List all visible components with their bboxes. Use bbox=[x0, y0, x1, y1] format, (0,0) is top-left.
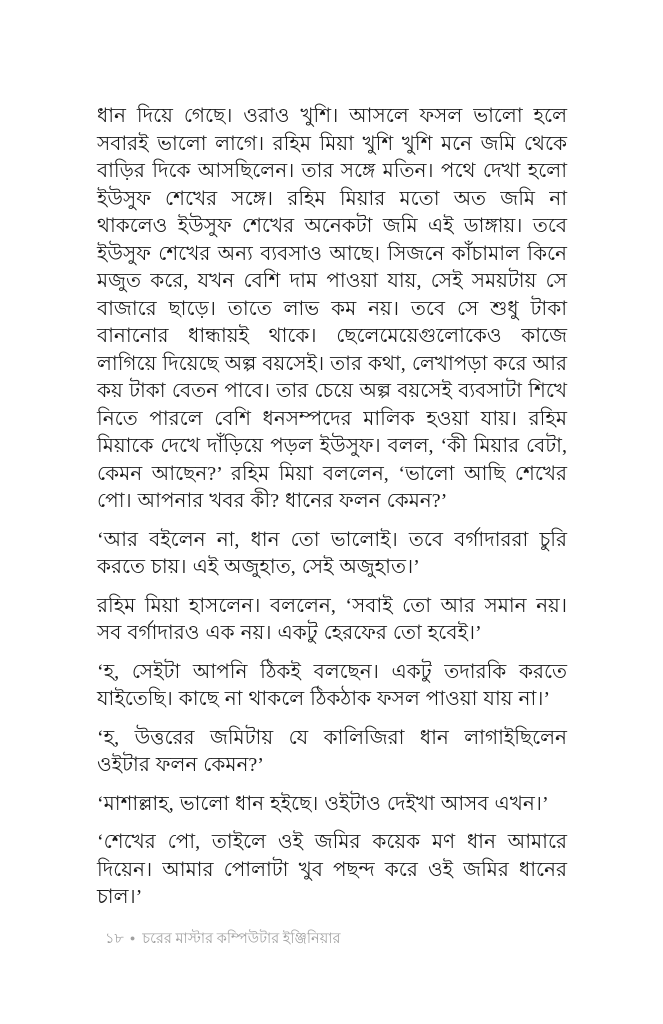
body-paragraph: ‘মাশাল্লাহ, ভালো ধান হইছে। ওইটাও দেইখা আসব এখন।’ bbox=[97, 792, 549, 815]
book-title: চরের মাস্টার কম্পিউটার ইঞ্জিনিয়ার bbox=[142, 931, 341, 947]
page-body-text bbox=[97, 103, 567, 923]
body-paragraph: রহিম মিয়া হাসলেন। বললেন, ‘সবাই তো আর সমান নয়। সব বর্গাদারও এক নয়। একটু হেরফের তো হবেই।’ bbox=[97, 594, 567, 644]
page-footer bbox=[105, 928, 340, 949]
body-paragraph: ‘শেখের পো, তাইলে ওই জমির কয়েক মণ ধান আমারে দিয়েন। আমার পোলাটা খুব পছন্দ করে ওই জমির ধানের চাল।’ bbox=[97, 831, 567, 908]
body-paragraph: ‘হ, সেইটা আপনি ঠিকই বলছেন। একটু তদারকি করতে যাইতেছি। কাছে না থাকলে ঠিকঠাক ফসল পাওয়া যায় না।’ bbox=[97, 660, 567, 710]
body-paragraph: ‘আর বইলেন না, ধান তো ভালোই। তবে বর্গাদাররা চুরি করতে চায়। এই অজুহাত, সেই অজুহাত।’ bbox=[97, 528, 567, 578]
page-number: ১৮ bbox=[105, 931, 124, 947]
body-paragraph: ‘হ, উত্তরের জমিটায় যে কালিজিরা ধান লাগাইছিলেন ওইটার ফলন কেমন?’ bbox=[97, 726, 567, 776]
bullet-separator-icon: ● bbox=[129, 933, 136, 943]
body-paragraph: ধান দিয়ে গেছে। ওরাও খুশি। আসলে ফসল ভালো হলে সবারই ভালো লাগে। রহিম মিয়া খুশি খুশি মনে জমি থেকে বাড়ির দিকে আসছিলেন। তার সঙ্গে মতিন। পথে দেখা হলো ইউসুফ শেখের সঙ্গে। রহিম মিয়ার মতো অত জমি না থাকলেও ইউসুফ শেখের অনেকটা জমি এই ডাঙ্গায়। তবে ইউসুফ শেখের অন্য ব্যবসাও আছে। সিজনে কাঁচামাল কিনে মজুত করে, যখন বেশি দাম পাওয়া যায়, সেই সময়টায় সে বাজারে ছাড়ে। তাতে লাভ কম নয়। তবে সে শুধু টাকা বানানোর ধান্ধায়ই থাকে। ছেলেমেয়েগুলোকেও কাজে লাগিয়ে দিয়েছে অল্প বয়সেই। তার কথা, লেখাপড়া করে আর কয় টাকা বেতন পাবে। তার চেয়ে অল্প বয়সেই ব্যবসাটা শিখে নিতে পারলে বেশি ধনসম্পদের মালিক হওয়া যায়। রহিম মিয়াকে দেখে দাঁড়িয়ে পড়ল ইউসুফ। বলল, ‘কী মিয়ার বেটা, কেমন আছেন?’ রহিম মিয়া বললেন, ‘ভালো আছি শেখের পো। আপনার খবর কী? ধানের ফলন কেমন?’ bbox=[97, 105, 567, 512]
